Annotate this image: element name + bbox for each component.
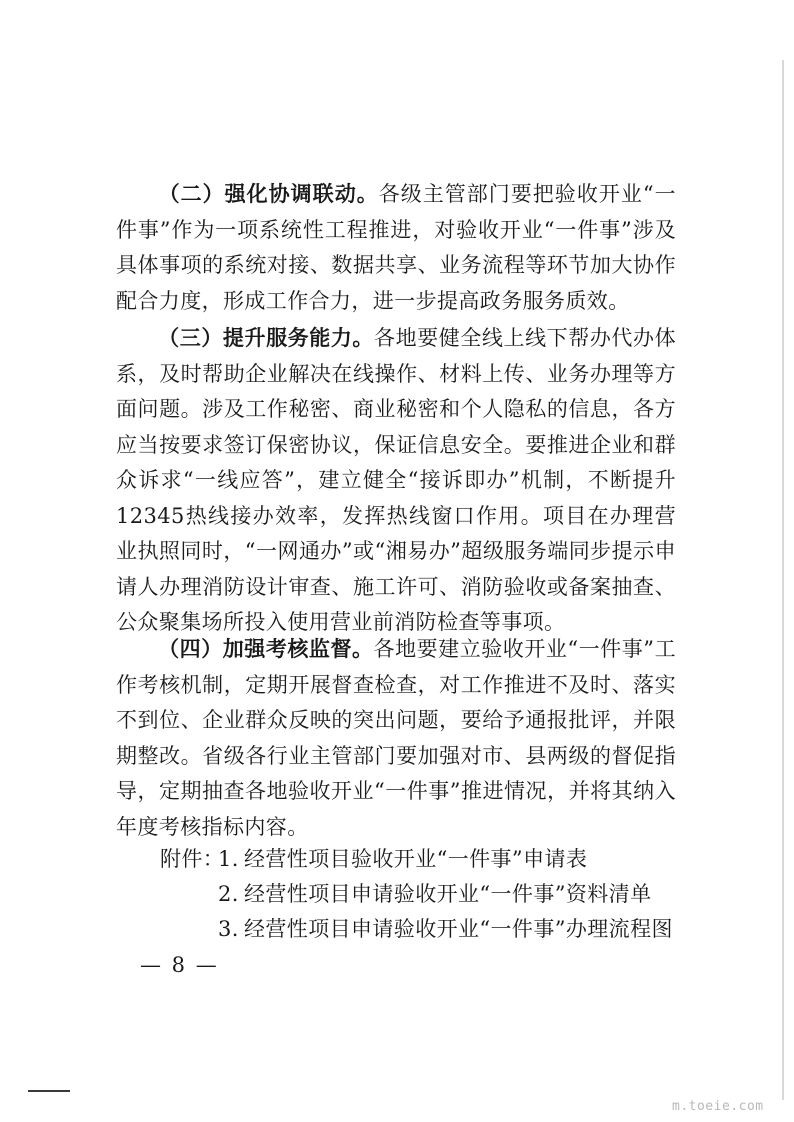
section-body: 各级主管部门要把验收开业“一件事”作为一项系统性工程推进，对验收开业“一件事”涉及具体事项的系统对接、数据共享、业务流程等环节加大协作配合力度，形成工作合力，进一步提高政务服务质效。 xyxy=(116,182,676,313)
page-number: — 8 — xyxy=(140,953,219,977)
section-service xyxy=(116,320,676,641)
attachment-item xyxy=(160,912,673,947)
section-body: 各地要建立验收开业“一件事”工作考核机制，定期开展督查检查，对工作推进不及时、落实不到位、企业群众反映的突出问题，要给予通报批评，并限期整改。省级各行业主管部门要加强对市、县两级的督促指导，定期抽查各地验收开业“一件事”推进情况，并将其纳入年度考核指标内容。 xyxy=(116,637,676,839)
attachments-label: 附件： xyxy=(160,847,225,871)
attachment-number: 3. xyxy=(218,917,239,941)
attachments-list xyxy=(160,842,673,947)
section-heading: （二）强化协调联动。 xyxy=(158,181,379,206)
attachment-number: 1. xyxy=(218,847,239,871)
attachment-title: 经营性项目验收开业“一件事”申请表 xyxy=(244,847,588,871)
attachment-title: 经营性项目申请验收开业“一件事”资料清单 xyxy=(244,882,652,906)
section-heading: （四）加强考核监督。 xyxy=(158,636,374,661)
watermark: m.toeie.com xyxy=(672,1099,764,1114)
section-supervision xyxy=(116,631,676,845)
attachment-title: 经营性项目申请验收开业“一件事”办理流程图 xyxy=(244,917,673,941)
section-body: 各地要健全线上线下帮办代办体系，及时帮助企业解决在线操作、材料上传、业务办理等方面问题。涉及工作秘密、商业秘密和个人隐私的信息，各方应当按要求签订保密协议，保证信息安全。要推进企业和群众诉求“一线应答”，建立健全“接诉即办”机制，不断提升12345热线接办效率，发挥热线窗口作用。项目在办理营业执照同时，“一网通办”或“湘易办”超级服务端同步提示申请人办理消防设计审查、施工许可、消防验收或备案抽查、公众聚集场所投入使用营业前消防检查等事项。 xyxy=(116,326,676,634)
attachment-number: 2. xyxy=(218,882,239,906)
scan-edge-mark xyxy=(28,1090,70,1092)
scan-right-edge xyxy=(782,60,784,1100)
section-heading: （三）提升服务能力。 xyxy=(158,325,375,350)
attachment-item xyxy=(160,877,673,912)
attachment-item xyxy=(160,842,673,877)
section-coordination xyxy=(116,176,676,319)
